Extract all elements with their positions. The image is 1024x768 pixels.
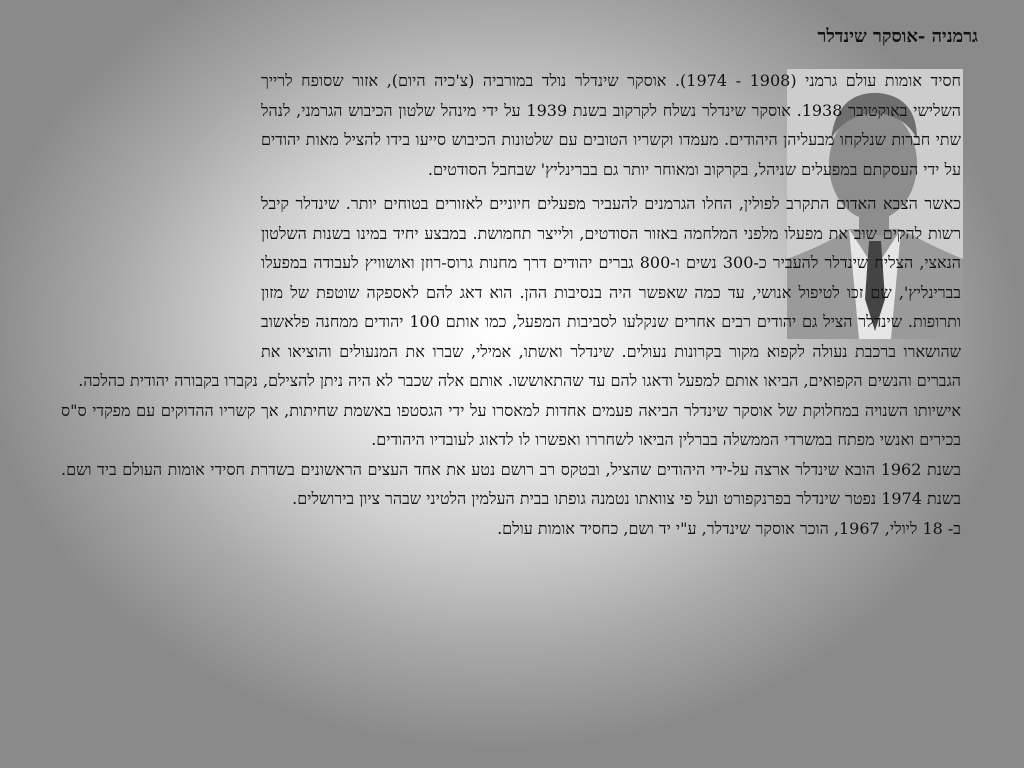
paragraph-recognition: ב- 18 ליולי, 1967, הוכר אוסקר שינדלר, ע"י יד ושם, כחסיד אומות עולם.: [497, 518, 961, 538]
paragraph-rescue: כאשר הצבא האדום התקרב לפולין, החלו הגרמנים להעביר מפעלים חיוניים לאזורים בטוחים יותר. שינדלר קיבל רשות להקים שוב את מפעלו מלפני המלחמה באזור הסודטים, ולייצר תחמושת. במבצע יחיד במינו בשנות השלטון הנאצי, הצליח שינדלר להעביר כ-300 נשים ו-800 גברים יהודים דרך מחנות גרוס-רוזן ואושוויץ לעבודה במפעלו בברינליץ', שם זכו לטיפול אנושי, עד כמה שאפשר היה בנסיבות ההן. הוא דאג להם לאספקה שוטפת של מזון ותרופות. שינדלר הציל גם יהודים רבים אחרים שנקלעו לסביבות המפעל, כמו אותם 100 יהודים ממחנה פלאשוב שהושארו ברכבת נעולה לקפוא מקור בקרונות נעולים. שינדלר ואשתו, אמילי, שברו את המנעולים והוציאו את הגברים והנשים הקפואים, הביאו אותם למפעל ודאגו להם עד שהתאוששו. אותם אלה שכבר לא היה ניתן להצילם, נקברו בקבורה יהודית כהלכה.: [78, 194, 962, 390]
article-body: [61, 66, 961, 543]
slide-title: גרמניה -אוסקר שינדלר: [817, 26, 978, 47]
photo-wrap-spacer: [61, 66, 261, 338]
paragraph-intro: חסיד אומות עולם גרמני (1908 - 1974). אוסקר שינדלר נולד במורביה (צ'כיה היום), אזור שסופח לרייך השלישי באוקטובר 1938. אוסקר שינדלר נשלח לקרקוב בשנת 1939 על ידי מינהל שלטון הכיבוש הגרמני, לנהל שתי חברות שנלקחו מבעליהן היהודים. מעמדו וקשריו הטובים עם שלטונות הכיבוש סייעו בידו להציל מאות יהודים על ידי העסקתם במפעלים שניהל, בקרקוב ומאוחר יותר גם בברינליץ' שבחבל הסודטים.: [261, 71, 962, 179]
paragraph-israel: בשנת 1962 הובא שינדלר ארצה על-ידי היהודים שהציל, ובטקס רב רושם נטע את אחד העצים הראשונים בשדרת חסידי אומות העולם ביד ושם. בשנת 1974 נפטר שינדלר בפרנקפורט ועל פי צוואתו נטמנה גופתו בבית העלמין הלטיני שבהר ציון בירושלים.: [61, 459, 961, 508]
paragraph-arrests: אישיותו השנויה במחלוקת של אוסקר שינדלר הביאה פעמים אחדות למאסרו על ידי הגסטפו באשמת שחיתות, אך קשריו ההדוקים עם מפקדי ס"ס בכירים ואנשי מפתח במשרדי הממשלה בברלין הביאו לשחררו ואפשרו לו לדאוג לעובדיו היהודים.: [61, 400, 962, 449]
